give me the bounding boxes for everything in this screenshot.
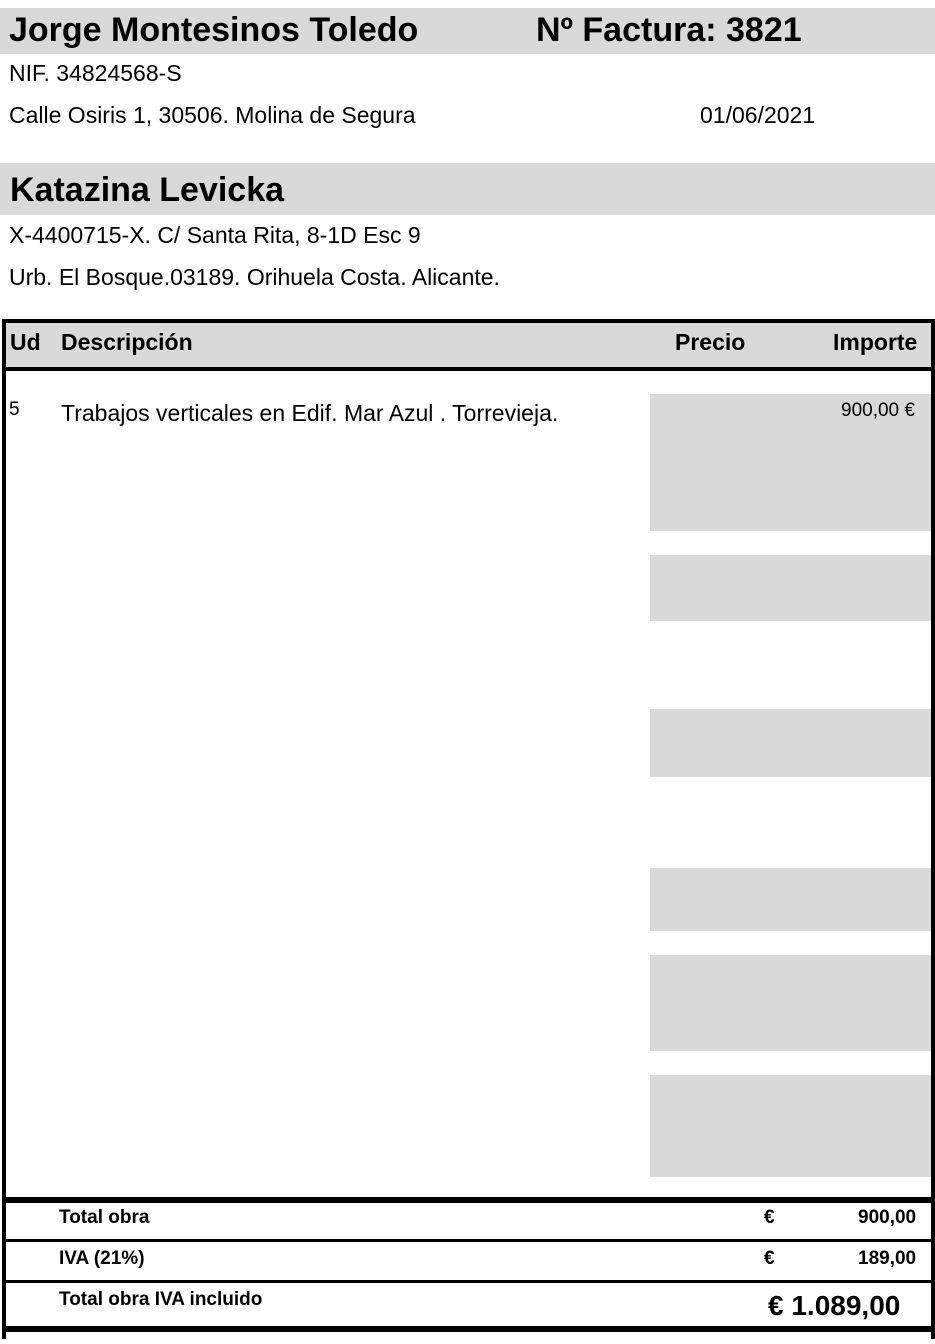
subtotal-label: Total obra (59, 1207, 150, 1228)
table-bottom-border (2, 1326, 935, 1332)
client-address-line2: Urb. El Bosque.03189. Orihuela Costa. Alicante. (9, 264, 500, 290)
row-amount: 900,00 € (841, 400, 915, 421)
column-header-amount: Importe (833, 329, 918, 355)
client-address-line1: X-4400715-X. C/ Santa Rita, 8-1D Esc 9 (9, 222, 421, 248)
issuer-name: Jorge Montesinos Toledo (9, 11, 419, 49)
amount-cell-shade (650, 955, 931, 1051)
vat-label: IVA (21%) (59, 1248, 145, 1269)
totals-separator (2, 1239, 935, 1242)
row-description: Trabajos verticales en Edif. Mar Azul . Torrevieja. (61, 400, 559, 426)
table-left-border (2, 319, 6, 1339)
subtotal-value: 900,00 (858, 1207, 917, 1228)
column-header-description: Descripción (61, 329, 193, 355)
column-header-ud: Ud (10, 329, 41, 355)
vat-currency: € (764, 1248, 775, 1269)
table-header-bottom-border (2, 367, 935, 371)
vat-value: 189,00 (858, 1248, 917, 1269)
grand-total-value: € 1.089,00 (768, 1290, 901, 1321)
invoice-number: Nº Factura: 3821 (536, 11, 802, 49)
amount-cell-shade (650, 709, 931, 777)
totals-top-border (2, 1197, 935, 1203)
issuer-address: Calle Osiris 1, 30506. Molina de Segura (9, 102, 416, 128)
grand-total-label: Total obra IVA incluido (59, 1289, 263, 1310)
totals-separator (2, 1280, 935, 1283)
row-ud: 5 (9, 399, 20, 420)
amount-cell-shade (650, 1075, 931, 1177)
column-header-price: Precio (675, 329, 746, 355)
subtotal-currency: € (764, 1207, 775, 1228)
issuer-nif: NIF. 34824568-S (9, 60, 182, 86)
client-name: Katazina Levicka (10, 171, 285, 209)
invoice-date: 01/06/2021 (700, 102, 816, 128)
amount-cell-shade (650, 868, 931, 931)
amount-cell-shade (650, 555, 931, 621)
table-right-border (931, 319, 935, 1339)
